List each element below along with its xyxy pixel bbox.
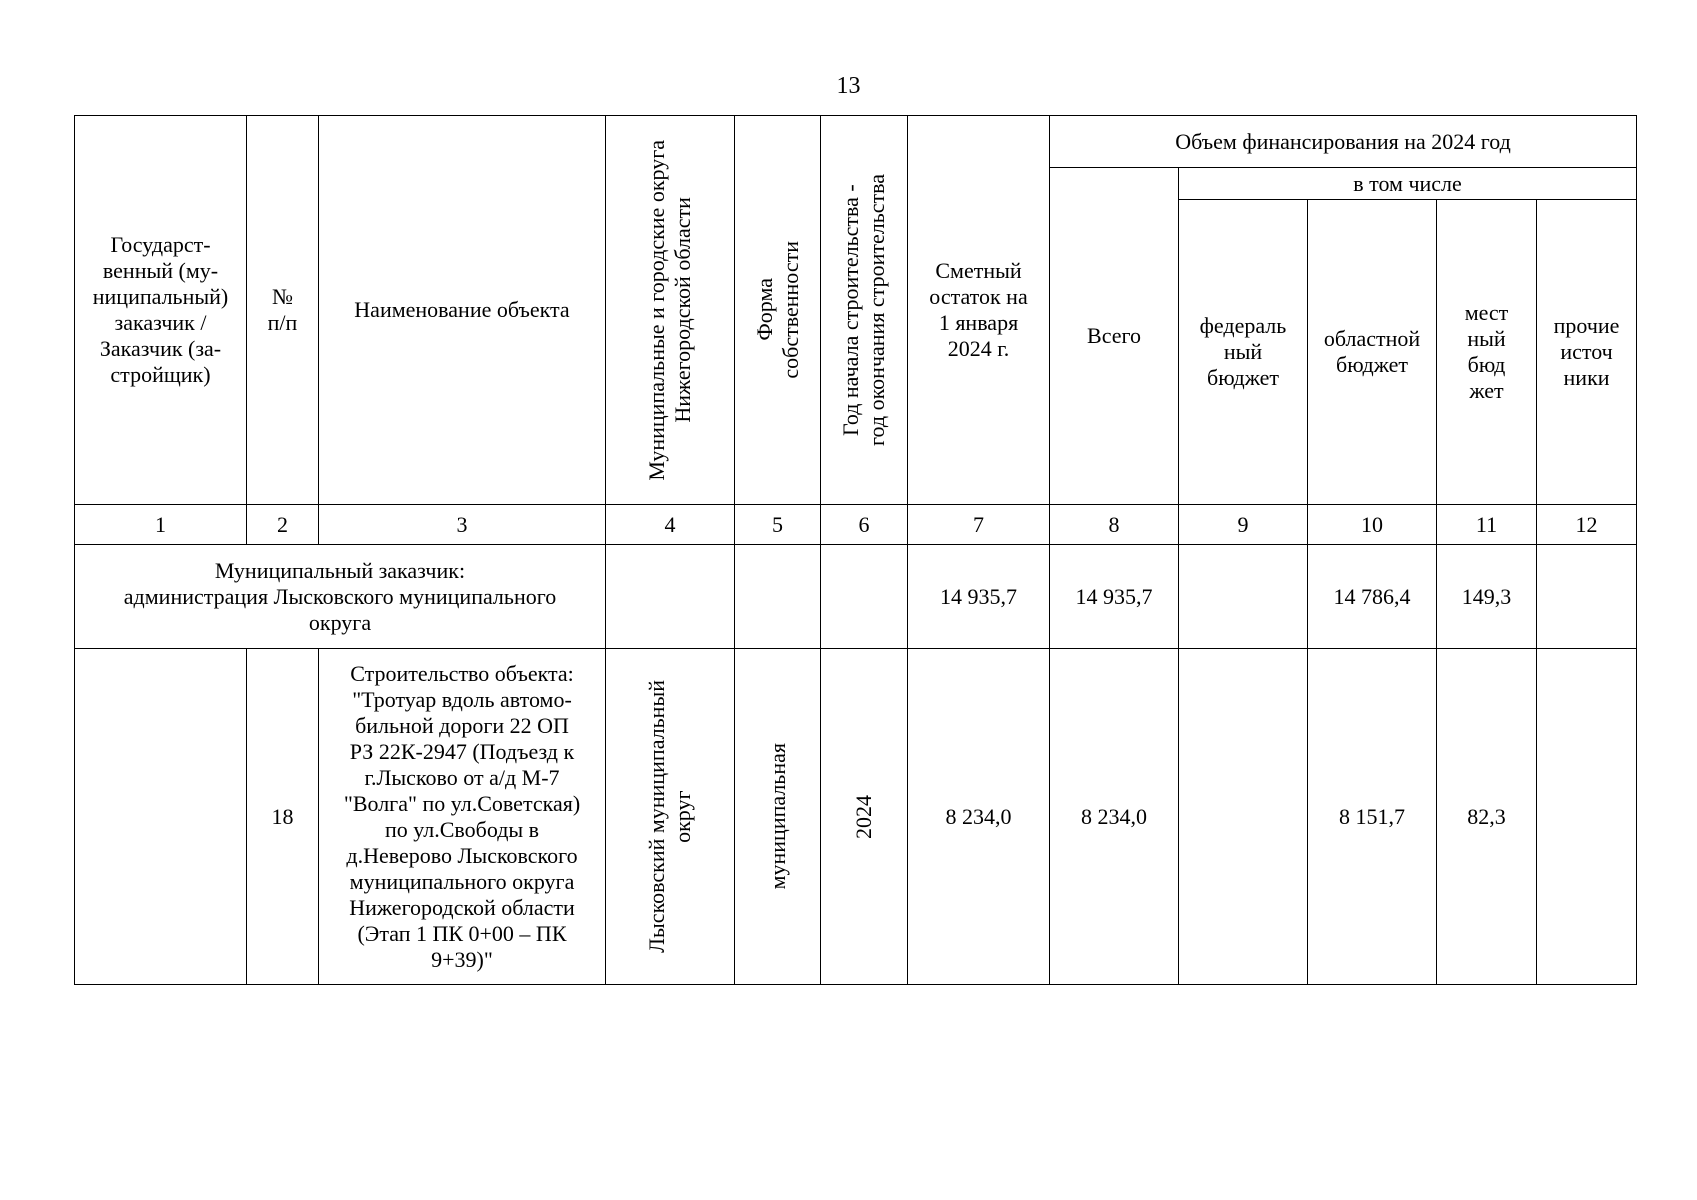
customer-balance: 14 935,7: [908, 545, 1050, 649]
column-number: 1: [75, 505, 247, 545]
column-number: 7: [908, 505, 1050, 545]
header-balance: Сметный остаток на 1 января 2024 г.: [908, 116, 1050, 505]
column-number: 5: [735, 505, 821, 545]
customer-local: 149,3: [1437, 545, 1537, 649]
page-number: 13: [836, 73, 861, 99]
customer-row: [75, 545, 1637, 649]
row-index: 18: [247, 649, 319, 985]
column-number: 2: [247, 505, 319, 545]
header-funding-group: Объем финансирования на 2024 год: [1050, 116, 1637, 168]
customer-federal: [1179, 545, 1308, 649]
customer-years: [821, 545, 908, 649]
column-number: 8: [1050, 505, 1179, 545]
row-ownership: [735, 649, 821, 985]
header-total: Всего: [1050, 168, 1179, 505]
column-number: 4: [606, 505, 735, 545]
table-row: [75, 649, 1637, 985]
header-districts-text: Муниципальные и городские округа Нижегородской области: [644, 139, 695, 481]
header-index: № п/п: [247, 116, 319, 505]
header-including: в том числе: [1179, 168, 1637, 200]
row-years: [821, 649, 908, 985]
row-local: 82,3: [1437, 649, 1537, 985]
construction-financing-table: [74, 115, 1637, 985]
customer-district: [606, 545, 735, 649]
header-other: прочие источ ники: [1537, 200, 1637, 505]
row-total: 8 234,0: [1050, 649, 1179, 985]
header-customer: Государст- венный (му- ниципальный) заказчик / Заказчик (за- стройщик): [75, 116, 247, 505]
customer-ownership: [735, 545, 821, 649]
row-regional: 8 151,7: [1308, 649, 1437, 985]
header-federal: федераль ный бюджет: [1179, 200, 1308, 505]
customer-regional: 14 786,4: [1308, 545, 1437, 649]
column-numbers-row: [75, 505, 1637, 545]
header-years: [821, 116, 908, 505]
row-other: [1537, 649, 1637, 985]
column-number: 11: [1437, 505, 1537, 545]
column-number: 6: [821, 505, 908, 545]
row-district-text: Лысковский муниципальный округ: [644, 680, 695, 953]
row-ownership-text: муниципальная: [764, 743, 790, 890]
column-number: 9: [1179, 505, 1308, 545]
header-districts: [606, 116, 735, 505]
row-object-name: Строительство объекта: "Тротуар вдоль автомо- бильной дороги 22 ОП РЗ 22К-2947 (Подъезд к г.Лысково от а/д М-7 "Волга" по ул.Советская) по ул.Свободы в д.Неверово Лысковского муниципального округа Нижегородской области (Этап 1 ПК 0+00 – ПК 9+39)": [319, 649, 606, 985]
customer-total: 14 935,7: [1050, 545, 1179, 649]
column-number: 10: [1308, 505, 1437, 545]
header-ownership: [735, 116, 821, 505]
row-federal: [1179, 649, 1308, 985]
customer-other: [1537, 545, 1637, 649]
header-object-name: Наименование объекта: [319, 116, 606, 505]
customer-label: Муниципальный заказчик: администрация Лысковского муниципального округа: [75, 545, 606, 649]
row-district: [606, 649, 735, 985]
row-customer: [75, 649, 247, 985]
row-balance: 8 234,0: [908, 649, 1050, 985]
row-years-text: 2024: [851, 794, 876, 839]
header-ownership-text: Форма собственности: [751, 241, 803, 379]
header-regional: областной бюджет: [1308, 200, 1437, 505]
header-years-text: Год начала строительства - год окончания строительства: [838, 174, 889, 446]
column-number: 12: [1537, 505, 1637, 545]
header-local: мест ный бюд жет: [1437, 200, 1537, 505]
column-number: 3: [319, 505, 606, 545]
